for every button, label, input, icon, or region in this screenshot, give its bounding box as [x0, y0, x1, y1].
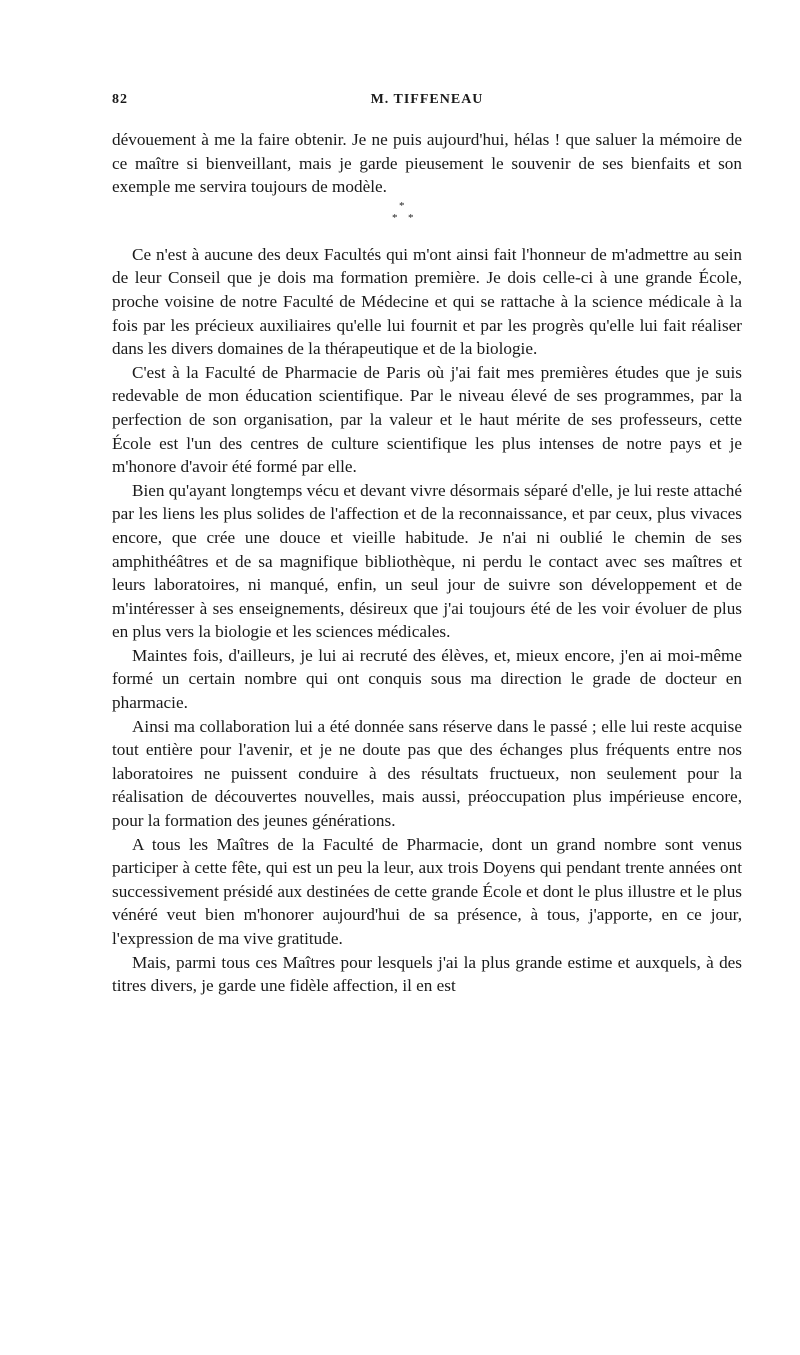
paragraph: A tous les Maîtres de la Faculté de Pharmacie, dont un grand nombre sont venus participer à cette fête, qui est un peu la leur, aux trois Doyens qui pendant trente années ont successivement présidé aux destinées de cette grande École et dont le plus illustre et le plus vénéré veut bien m'honorer aujourd'hui de sa présence, à tous, j'apporte, en ce jour, l'expression de ma vive gratitude. — [112, 834, 742, 948]
asterism-star: * — [408, 211, 414, 224]
paragraph: Maintes fois, d'ailleurs, je lui ai recruté des élèves, et, mieux encore, j'en ai moi-même formé un certain nombre qui ont conquis sous ma direction le grade de docteur en pharmacie. — [112, 645, 742, 713]
paragraph: Mais, parmi tous ces Maîtres pour lesquels j'ai la plus grande estime et auxquels, à des titres divers, je garde une fidèle affection, il en est — [112, 952, 742, 996]
asterism-star: * — [392, 211, 398, 224]
running-head — [112, 92, 742, 116]
paragraph: Ainsi ma collaboration lui a été donnée sans réserve dans le passé ; elle lui reste acquise tout entière pour l'avenir, et je ne doute pas que des échanges plus fréquents entre nos laboratoires ne puissent conduire à des résultats fructueux, non seulement pour la réalisation de découvertes nouvelles, mais aussi, préoccupation plus impérieuse encore, pour la formation des jeunes générations. — [112, 716, 742, 831]
book-page — [112, 92, 742, 998]
paragraph-continuation: dévouement à me la faire obtenir. Je ne puis aujourd'hui, hélas ! que saluer la mémoire de ce maître si bienveillant, mais je garde pieusement le souvenir de ses bienfaits et son exemple me servira toujours de modèle. — [112, 130, 742, 197]
running-title: M. TIFFENEAU — [370, 92, 484, 107]
paragraph: Bien qu'ayant longtemps vécu et devant vivre désormais séparé d'elle, je lui reste attaché par les liens les plus solides de l'affection et de la reconnaissance, et par ceux, plus vivaces encore, que crée une douce et vieille habitude. Je n'ai ni oublié le chemin de ses amphithéâtres et de sa magnifique bibliothèque, ni perdu le contact avec ses maîtres et leurs laboratoires, ni manqué, enfin, un seul jour de suivre son développement et de m'intéresser à ses enseignements, désireux que j'ai toujours été de les voir évoluer de plus en plus vers la biologie et les sciences médicales. — [112, 480, 742, 642]
body-text — [112, 128, 742, 998]
asterism-separator — [112, 199, 742, 239]
paragraph: C'est à la Faculté de Pharmacie de Paris où j'ai fait mes premières études que je suis redevable de mon éducation scientifique. Par le niveau élevé de ses programmes, par la perfection de son organisation, par la valeur et le haut mérite de ses professeurs, cette École est l'un des centres de culture scientifique les plus intenses de notre pays et je m'honore d'avoir été formé par elle. — [112, 362, 742, 477]
asterism-star: * — [399, 199, 405, 212]
page-number: 82 — [112, 92, 128, 107]
paragraph: Ce n'est à aucune des deux Facultés qui m'ont ainsi fait l'honneur de m'admettre au sein de leur Conseil que je dois ma formation première. Je dois celle-ci à une grande École, proche voisine de notre Faculté de Médecine et qui se rattache à la science médicale à la fois par les précieux auxiliaires qu'elle lui fournit et par les progrès qu'elle lui fait réaliser dans les divers domaines de la thérapeutique et de la biologie. — [112, 244, 742, 359]
